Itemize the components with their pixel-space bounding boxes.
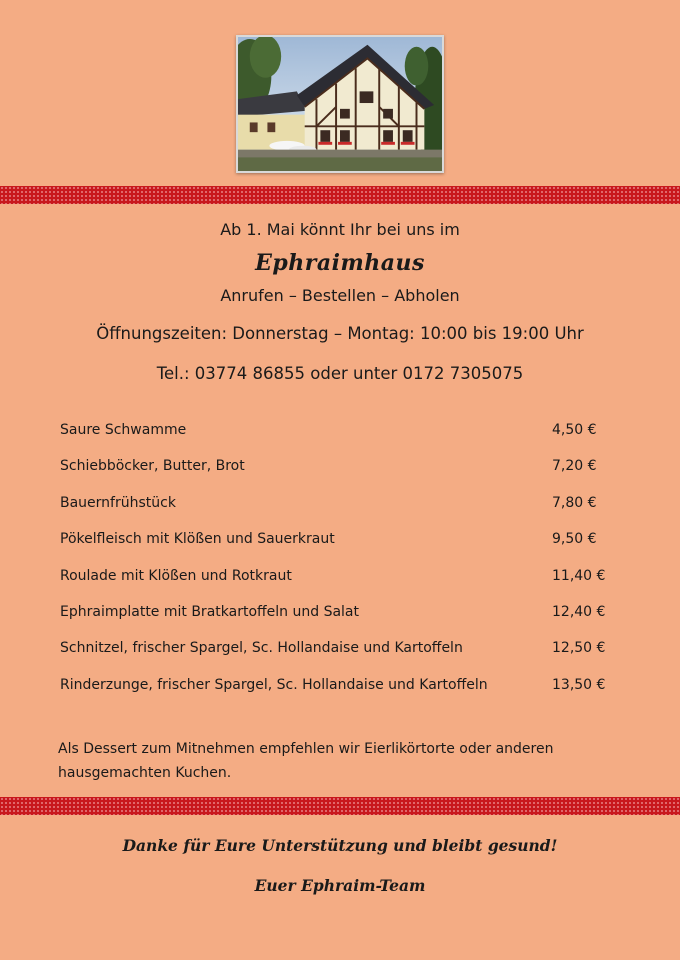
menu-item-price: 7,20 €	[552, 458, 597, 475]
menu-item-name: Rinderzunge, frischer Spargel, Sc. Hollandaise und Kartoffeln	[60, 676, 488, 693]
menu-item	[60, 677, 620, 713]
menu-item-name: Saure Schwamme	[60, 422, 187, 438]
thank-you-message: Danke für Eure Unterstützung und bleibt gesund!	[122, 836, 558, 855]
menu-item-price: 13,50 €	[552, 676, 606, 693]
menu-item	[60, 422, 620, 458]
menu-item-price: 7,80 €	[552, 494, 597, 511]
dessert-note: Als Dessert zum Mitnehmen empfehlen wir Eierlikörtorte oder anderen hausgemachten Kuchen.	[58, 741, 554, 781]
menu-item-name: Schiebböcker, Butter, Brot	[60, 458, 245, 475]
menu-item	[60, 604, 620, 640]
restaurant-name: Ephraimhaus	[255, 250, 425, 276]
menu-item	[60, 568, 620, 604]
menu-item	[60, 640, 620, 676]
menu-item-price: 12,50 €	[552, 640, 606, 657]
menu-item-price: 4,50 €	[552, 422, 597, 438]
menu-item-name: Schnitzel, frischer Spargel, Sc. Hollandaise und Kartoffeln	[60, 640, 463, 657]
house-photo	[236, 35, 444, 173]
intro-text: Ab 1. Mai könnt Ihr bei uns im	[220, 220, 460, 239]
order-instructions: Anrufen – Bestellen – Abholen	[220, 286, 460, 305]
menu-item-price: 9,50 €	[552, 531, 597, 548]
menu-item-name: Bauernfrühstück	[60, 494, 176, 511]
decorative-band-bottom	[0, 797, 680, 815]
opening-hours: Öffnungszeiten: Donnerstag – Montag: 10:00 bis 19:00 Uhr	[96, 324, 584, 343]
menu-item	[60, 531, 620, 567]
menu-list	[60, 422, 620, 713]
menu-item	[60, 458, 620, 494]
phone-numbers: Tel.: 03774 86855 oder unter 0172 7305075	[156, 364, 524, 383]
menu-item	[60, 495, 620, 531]
menu-item-name: Pökelfleisch mit Klößen und Sauerkraut	[60, 531, 335, 548]
menu-item-price: 11,40 €	[552, 567, 606, 584]
menu-item-name: Roulade mit Klößen und Rotkraut	[60, 567, 292, 584]
signature: Euer Ephraim-Team	[254, 876, 426, 895]
decorative-band-top	[0, 186, 680, 204]
menu-item-price: 12,40 €	[552, 603, 606, 620]
menu-item-name: Ephraimplatte mit Bratkartoffeln und Salat	[60, 603, 359, 620]
